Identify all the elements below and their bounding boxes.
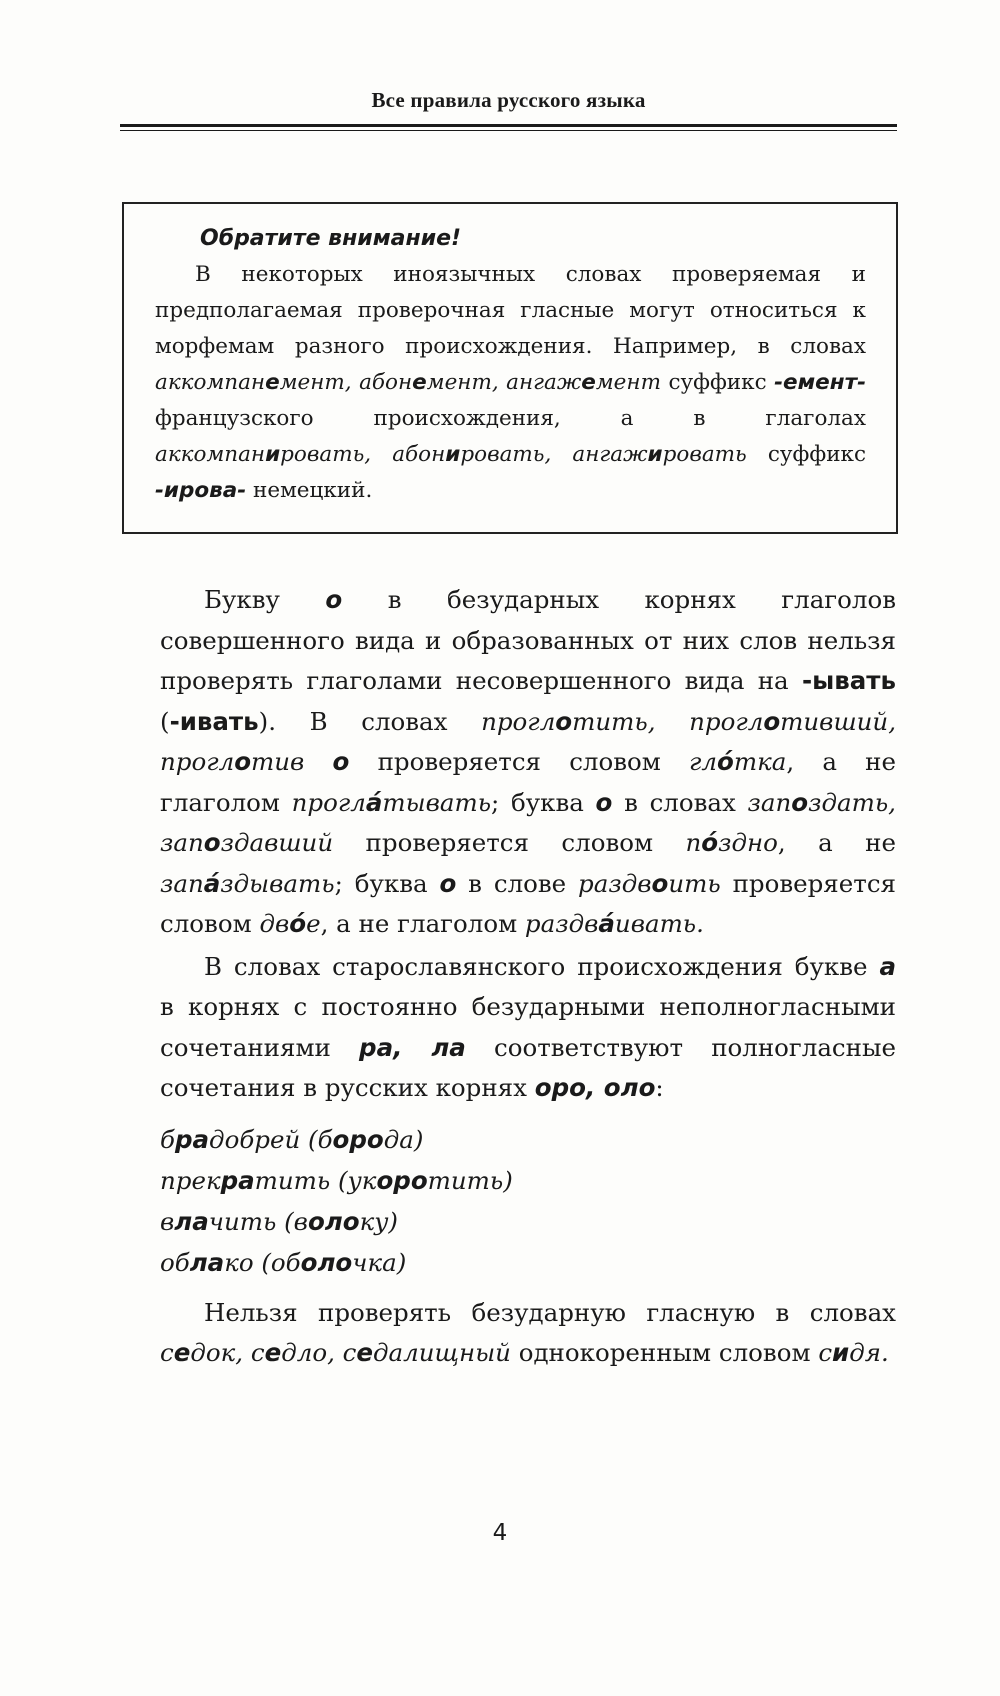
main-text xyxy=(160,580,896,1374)
attention-text: В некоторых иноязычных словах проверяемая и предполагаемая проверочная гласные могут относиться к морфемам разного происхождения. Например, в словах аккомпанемент, абонемент, ангажемент суффикс -емент- французского происхождения, а в глаголах аккомпанировать, абонировать, ангажировать суффикс -ирова- немецкий. xyxy=(155,262,866,503)
paragraph-old-slavonic: В словах старославянского происхождения букве а в корнях с постоянно безударными неполногласными сочетаниями ра, ла соответствуют полногласные сочетания в русских корнях оро, оло: xyxy=(160,951,896,1102)
paragraph-sedok: Нельзя проверять безударную гласную в словах седок, седло, седалищный однокоренным словом сидя. xyxy=(160,1297,896,1367)
attention-box xyxy=(122,202,898,534)
suffix-ement: -емент- xyxy=(774,370,866,395)
header-rule-thick xyxy=(120,124,897,127)
header-rule-thin xyxy=(120,130,897,131)
example-item: прекратить (укоротить) xyxy=(160,1165,513,1195)
page-number: 4 xyxy=(492,1520,508,1546)
running-header: Все правила русского языка xyxy=(371,88,646,112)
attention-title: Обратите внимание! xyxy=(200,226,462,251)
example-item: облако (оболочка) xyxy=(160,1247,407,1277)
example-item: влачить (волоку) xyxy=(160,1206,398,1236)
example-list xyxy=(160,1119,896,1283)
example-item: брадобрей (борода) xyxy=(160,1124,424,1154)
paragraph-verbs: Букву о в безударных корнях глаголов совершенного вида и образованных от них слов нельзя проверять глаголами несовершенного вида на -ывать (-ивать). В словах проглотить, проглотивший, проглотив о проверяется словом гло́тка, а не глаголом прогла́тывать; буква о в словах запоздать, запоздавший проверяется словом по́здно, а не запа́здывать; буква о в слове раздвоить проверяется словом дво́е, а не глаголом раздва́ивать. xyxy=(160,585,896,938)
suffix-irova: -ирова- xyxy=(155,478,247,503)
